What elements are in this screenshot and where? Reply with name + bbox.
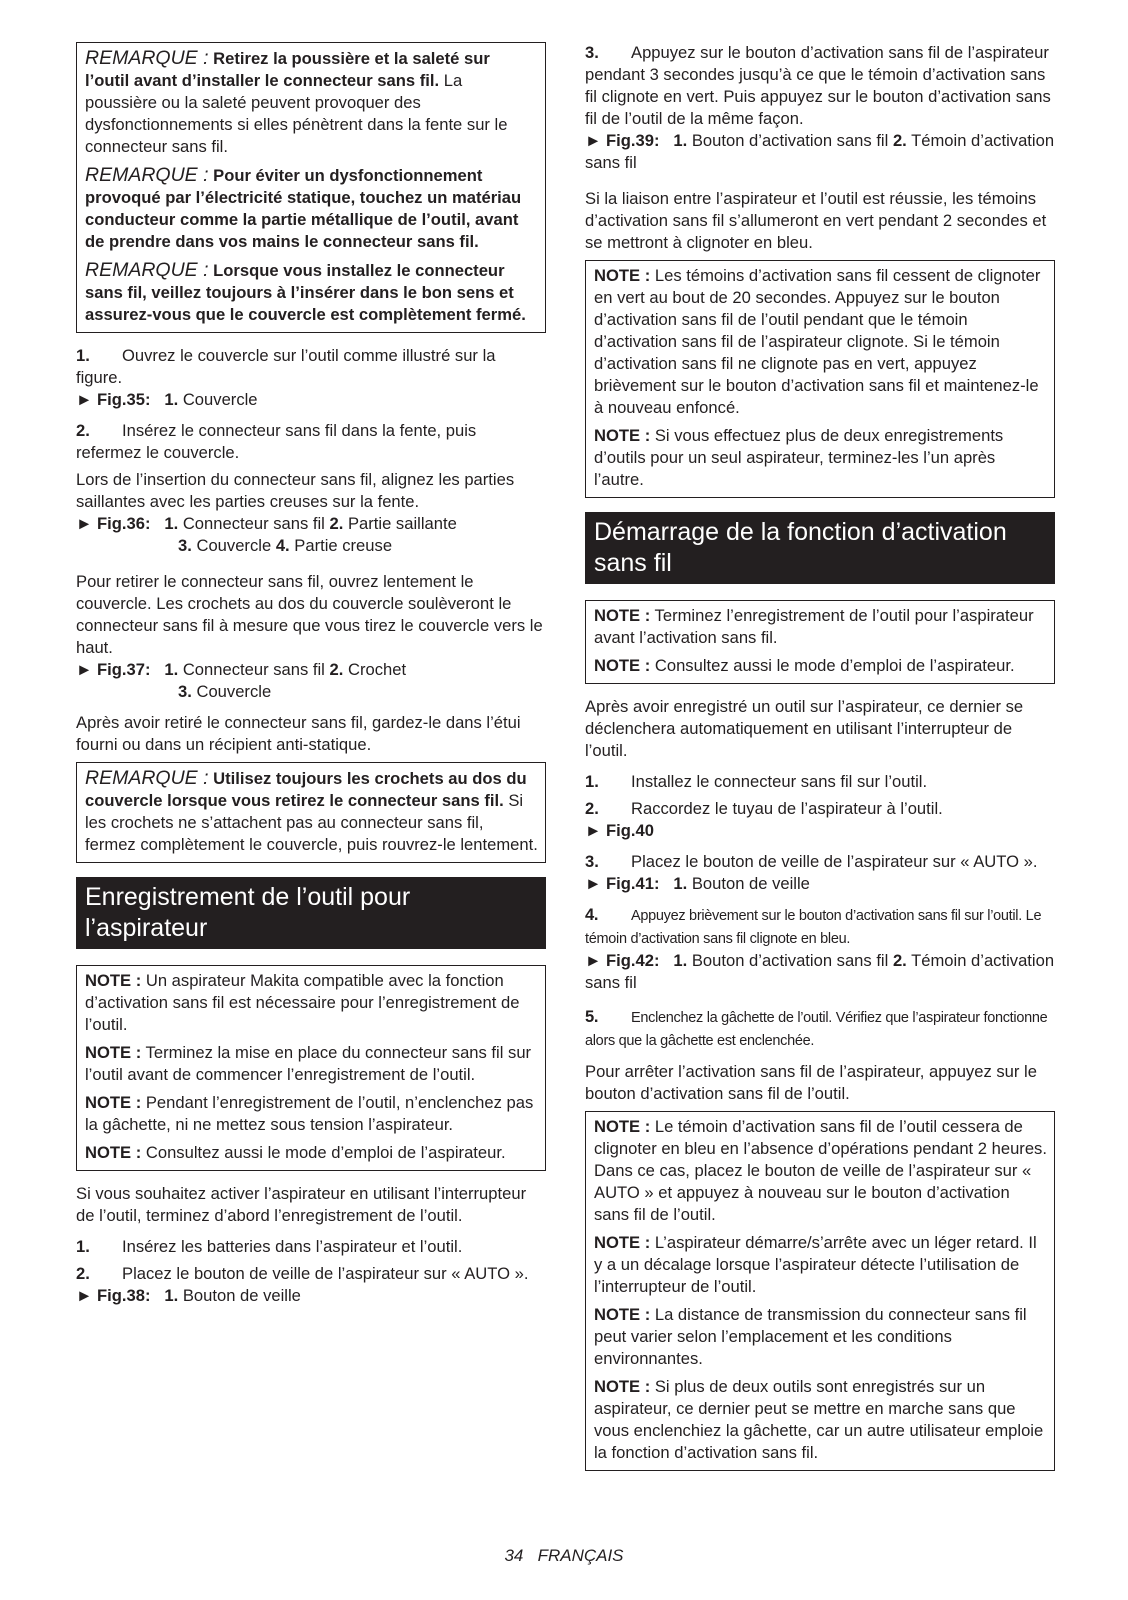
note-finish-registration: NOTE : Terminez l’enregistrement de l’outil pour l’aspirateur avant l’activation sans fil.	[594, 606, 1034, 647]
fig37-caption: ► Fig.37: 1. Connecteur sans fil 2. Crochet	[76, 660, 407, 679]
fig42-caption: ► Fig.42: 1. Bouton d’activation sans fil 2. Témoin d’activation sans fil	[585, 951, 1055, 992]
note-box-blink	[585, 260, 1055, 498]
remarque-dust: REMARQUE : Retirez la poussière et la saleté sur l’outil avant d’installer le connecteur sans fil. La poussière ou la saleté peuvent provoquer des dysfonctionnements si elles pénètrent dans la fente sur le connecteur sans fil.	[85, 47, 508, 156]
note-box-behaviour	[585, 1111, 1055, 1471]
fig38-caption: ► Fig.38: 1. Bouton de veille	[76, 1286, 301, 1305]
note-blue-timeout: NOTE : Le témoin d’activation sans fil de l’outil cessera de clignoter en bleu en l’absence d’opérations pendant 2 heures. Dans ce cas, placez le bouton de veille de l’aspirateur sur « AUTO » et appuyez à nouveau sur le bouton d’activation sans fil de l’outil.	[594, 1117, 1047, 1224]
note-delay: NOTE : L’aspirateur démarre/s’arrête avec un léger retard. Il y a un décalage lorsque l’aspirateur détecte l’utilisation de l’interrupteur de l’outil.	[594, 1233, 1037, 1296]
para-stop-wireless: Pour arrêter l’activation sans fil de l’aspirateur, appuyez sur le bouton d’activation sans fil de l’outil.	[585, 1062, 1037, 1103]
step-pull-trigger: 5. Enclenchez la gâchette de l’outil. Vérifiez que l’aspirateur fonctionne alors que la gâchette est enclenchée.	[585, 1007, 1048, 1049]
fig40-caption: ► Fig.40	[585, 821, 654, 840]
note-distance: NOTE : La distance de transmission du connecteur sans fil peut varier selon l’emplacement et les conditions environnantes.	[594, 1305, 1027, 1368]
step-standby-auto-2: 3. Placez le bouton de veille de l’aspirateur sur « AUTO ». ► Fig.41: 1. Bouton de veille	[585, 851, 1055, 895]
fig41-caption: ► Fig.41: 1. Bouton de veille	[585, 874, 810, 893]
note-multiple-registrations: NOTE : Si vous effectuez plus de deux enregistrements d’outils pour un seul aspirateur, terminez-les l’un après l’autre.	[594, 426, 1004, 489]
step-press-wireless-button: 3. Appuyez sur le bouton d’activation sans fil de l’aspirateur pendant 3 secondes jusqu’à ce que le témoin d’activation sans fil clignote en vert. Puis appuyez sur le bouton d’activation sans fil de l’outil de la même façon. ► Fig.39: 1. Bouton d’activation sans fil 2. Témoin d’activation sans fil	[585, 43, 1055, 172]
page-number: 34	[504, 1546, 524, 1565]
step-insert-batteries: 1. Insérez les batteries dans l’aspirateur et l’outil.	[76, 1237, 463, 1256]
footer-language: FRANÇAIS	[537, 1546, 624, 1565]
step-standby-auto: 2. Placez le bouton de veille de l’aspirateur sur « AUTO ». ► Fig.38: 1. Bouton de veille	[76, 1263, 546, 1307]
fig35-caption: ► Fig.35: 1. Couvercle	[76, 390, 258, 409]
step-open-cover: 1. Ouvrez le couvercle sur l’outil comme illustré sur la figure. ► Fig.35: 1. Couvercle	[76, 345, 546, 411]
remarque-box-dust	[76, 42, 546, 333]
step-connect-hose: 2. Raccordez le tuyau de l’aspirateur à l’outil. ► Fig.40	[585, 798, 1055, 842]
note-manual: NOTE : Consultez aussi le mode d’emploi de l’aspirateur.	[85, 1143, 506, 1162]
remarque-static: REMARQUE : Pour éviter un dysfonctionnement provoqué par l’électricité statique, touchez un matériau conducteur comme la partie métallique de l’outil, avant de prendre dans vos mains le connecteur sans fil.	[85, 164, 522, 251]
section-heading-start-wireless: Démarrage de la fonction d’activation sans fil	[585, 512, 1055, 584]
fig39-caption: ► Fig.39: 1. Bouton d’activation sans fil 2. Témoin d’activation sans fil	[585, 131, 1055, 172]
step-press-tool-button: 4. Appuyez brièvement sur le bouton d’activation sans fil sur l’outil. Le témoin d’activation sans fil clignote en bleu. ► Fig.42: 1. Bouton d’activation sans fil 2. Témoin d’activation sans fil	[585, 905, 1055, 992]
note-compatible: NOTE : Un aspirateur Makita compatible avec la fonction d’activation sans fil est nécessaire pour l’enregistrement de l’outil.	[85, 971, 520, 1034]
step-insert-connector: 2. Insérez le connecteur sans fil dans la fente, puis refermez le couvercle.	[76, 421, 477, 462]
right-column	[585, 42, 1055, 1471]
note-no-trigger: NOTE : Pendant l’enregistrement de l’outil, n’enclenchez pas la gâchette, ni ne mettez sous tension l’aspirateur.	[85, 1093, 534, 1134]
fig36-caption-line2: 3. Couvercle 4. Partie creuse	[178, 536, 393, 555]
note-box-registration	[76, 965, 546, 1171]
left-column	[76, 42, 546, 1316]
note-stop-blinking: NOTE : Les témoins d’activation sans fil cessent de clignoter en vert au bout de 20 secondes. Appuyez sur le bouton d’activation sans fil de l’outil pendant que le témoin d’activation sans fil de l’aspirateur clignote. Si le témoin d’activation sans fil ne clignote pas en vert, appuyez brièvement sur le bouton d’activation sans fil et maintenez-le à nouveau enfoncé.	[594, 266, 1041, 417]
para-remove-connector: Pour retirer le connecteur sans fil, ouvrez lentement le couvercle. Les crochets au dos du couvercle soulèveront le connecteur sans fil à mesure que vous tirez le couvercle vers le haut. ► Fig.37: 1. Connecteur sans fil 2. Crochet 3. Couvercle	[76, 571, 546, 703]
para-after-registration: Après avoir enregistré un outil sur l’aspirateur, ce dernier se déclenchera automatiquement en utilisant l’interrupteur de l’outil.	[585, 697, 1024, 760]
para-activate: Si vous souhaitez activer l’aspirateur en utilisant l’interrupteur de l’outil, terminez d’abord l’enregistrement de l’outil.	[76, 1184, 527, 1225]
note-other-user: NOTE : Si plus de deux outils sont enregistrés sur un aspirateur, ce dernier peut se mettre en marche sans que vous enclenchiez la gâchette, car un autre utilisateur emploie la fonction d’activation sans fil.	[594, 1377, 1044, 1462]
remarque-box-hooks: REMARQUE : Utilisez toujours les crochets au dos du couvercle lorsque vous retirez le connecteur sans fil. Si les crochets ne s’attachent pas au connecteur sans fil, fermez complètement le couvercle, puis rouvrez-le lentement.	[76, 762, 546, 863]
step-install-connector: 1. Installez le connecteur sans fil sur l’outil.	[585, 772, 928, 791]
fig37-caption-line2: 3. Couvercle	[178, 682, 272, 701]
remarque-orientation: REMARQUE : Lorsque vous installez le connecteur sans fil, veillez toujours à l’insérer dans le bon sens et assurez-vous que le couvercle est complètement fermé.	[85, 259, 526, 324]
para-after-remove: Après avoir retiré le connecteur sans fil, gardez-le dans l’étui fourni ou dans un récipient anti-statique.	[76, 713, 521, 754]
note-manual-2: NOTE : Consultez aussi le mode d’emploi de l’aspirateur.	[594, 656, 1015, 675]
section-heading-registration: Enregistrement de l’outil pour l’aspirateur	[76, 877, 546, 949]
note-install-first: NOTE : Terminez la mise en place du connecteur sans fil sur l’outil avant de commencer l’enregistrement de l’outil.	[85, 1043, 532, 1084]
para-link-success: Si la liaison entre l’aspirateur et l’outil est réussie, les témoins d’activation sans fil s’allumeront en vert pendant 2 secondes et se mettront à clignoter en bleu.	[585, 189, 1047, 252]
para-insert-align: Lors de l’insertion du connecteur sans fil, alignez les parties saillantes avec les parties creuses sur la fente. ► Fig.36: 1. Connecteur sans fil 2. Partie saillante 3. Couvercle 4. Partie creuse	[76, 469, 546, 557]
fig36-caption: ► Fig.36: 1. Connecteur sans fil 2. Partie saillante	[76, 514, 457, 533]
note-box-start	[585, 600, 1055, 684]
page-footer	[0, 1545, 1128, 1567]
